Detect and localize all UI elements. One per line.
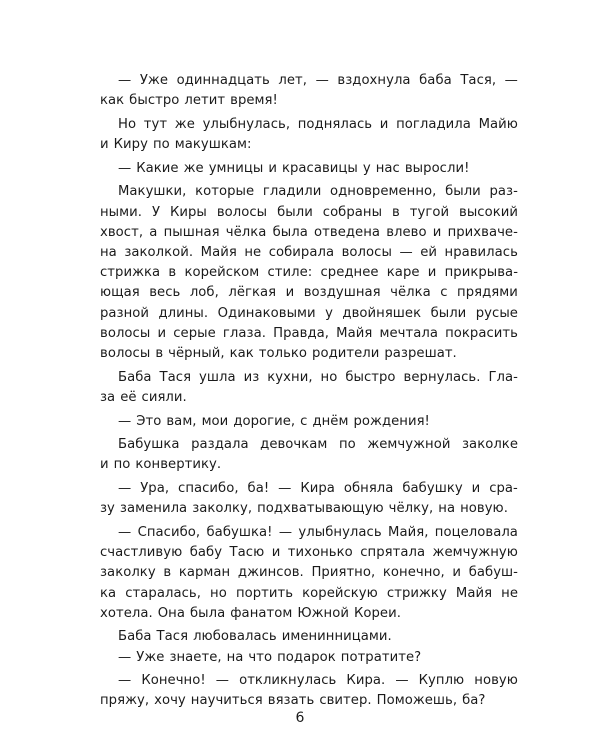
word: Баба [118, 629, 152, 645]
word: прикрыва- [444, 265, 518, 281]
word: хвост, [100, 224, 144, 240]
word: — [215, 673, 229, 689]
word: раздала [191, 437, 249, 453]
word: мои [201, 413, 229, 429]
word: Тася [159, 369, 192, 385]
word: жемчужную [432, 545, 518, 561]
word: стрижку [386, 585, 447, 601]
word: подхватывающую [257, 501, 384, 517]
word: — [504, 73, 518, 88]
word: — [118, 73, 132, 88]
word: баба [419, 73, 452, 88]
text-line [100, 479, 518, 499]
word: заколкой. [124, 245, 194, 260]
word: как [100, 93, 125, 109]
text-line [100, 412, 518, 432]
word: же [183, 160, 204, 176]
word: были [430, 305, 467, 321]
text-line [100, 263, 518, 283]
word: обняла [343, 481, 394, 497]
text-line [100, 604, 518, 624]
word: именинницами. [281, 629, 392, 645]
word: конечно, [382, 565, 445, 581]
text-line [100, 543, 518, 563]
word: бабушка! [206, 524, 273, 540]
word: не [501, 585, 518, 601]
word: — [395, 673, 409, 689]
word: Майя, [388, 524, 429, 540]
word: — [118, 481, 132, 497]
word: нравилась [444, 245, 518, 260]
word: конвертику. [135, 457, 222, 473]
text-line [100, 523, 518, 543]
word: карман [178, 565, 231, 581]
word: одновременно, [330, 184, 437, 200]
word: свитер. [319, 693, 372, 709]
word: Какие [136, 160, 179, 176]
word: ющая [100, 285, 140, 301]
word: у [325, 305, 333, 321]
text-line [100, 455, 518, 475]
word: Уже [136, 649, 165, 665]
word: макушкам: [174, 137, 252, 153]
text-line [100, 584, 518, 604]
word: волосы [100, 345, 151, 361]
word: бабушку [402, 481, 463, 497]
text-line [100, 368, 518, 388]
word: ей [420, 245, 437, 260]
word: — [118, 673, 132, 689]
word: влево [386, 224, 427, 240]
word: была [272, 224, 308, 240]
word: каре [386, 265, 420, 281]
text-line [100, 671, 518, 691]
word: чёлка [390, 285, 431, 301]
word: Это [136, 413, 162, 429]
page-number: 6 [295, 710, 305, 726]
word: корейскую [302, 585, 378, 601]
word: вам, [166, 413, 197, 429]
word: пряжу, [100, 693, 150, 709]
word: Ура, [140, 481, 170, 497]
word: летит [184, 93, 226, 109]
text-line [100, 159, 518, 179]
word: родители [312, 345, 380, 361]
word: заколку, [192, 501, 253, 517]
word: её [120, 389, 137, 405]
word: за [100, 389, 116, 405]
word: счастливую [100, 545, 183, 561]
word: улыбнулась [298, 524, 382, 540]
text-line [100, 203, 518, 223]
word: Но [118, 116, 137, 132]
text-line [100, 435, 518, 455]
text-line [100, 563, 518, 583]
word: Гла- [488, 369, 518, 385]
word: собраны [322, 204, 383, 220]
word: тихонько [287, 545, 353, 561]
word: быстро [345, 369, 396, 385]
word: и [427, 265, 437, 281]
word: вернулась. [403, 369, 481, 385]
word: разной [100, 305, 150, 321]
word: покрасить [445, 325, 518, 341]
word: и [100, 137, 109, 153]
text-line [100, 499, 518, 519]
word: и [268, 160, 277, 176]
word: в [392, 204, 400, 220]
word: на [438, 501, 456, 517]
word: корейском [184, 265, 260, 281]
word: откликнулась [239, 673, 337, 689]
word: погладила [396, 116, 471, 132]
word: сра- [489, 481, 518, 497]
word: разрешат. [384, 345, 457, 361]
word: одиннадцать [176, 73, 270, 88]
text-line [100, 135, 518, 155]
text-line [100, 627, 518, 647]
word: волосы [216, 204, 268, 220]
word: рождения! [353, 413, 430, 429]
word: ба? [462, 693, 486, 709]
word: на [100, 245, 117, 260]
text-line [100, 182, 518, 202]
word: вязать [267, 693, 315, 709]
word: глаза. [222, 325, 266, 341]
word: спасибо, [178, 481, 239, 497]
word: прихваче- [447, 224, 518, 240]
word: Она [157, 605, 185, 621]
word: и [379, 116, 389, 132]
word: мечтала [379, 325, 438, 341]
word: только [258, 345, 308, 361]
word: прядями [457, 285, 518, 301]
word: же [174, 116, 195, 132]
word: что [248, 649, 273, 665]
word: джинсов. [237, 565, 304, 581]
word: Макушки, [118, 184, 187, 200]
word: заколке [462, 437, 518, 453]
word: по [338, 437, 356, 453]
word: спрятала [360, 545, 426, 561]
word: по [152, 137, 170, 153]
word: лет, [278, 73, 308, 88]
word: среднее [320, 265, 379, 281]
word: выросли! [404, 160, 470, 176]
word: и [285, 285, 295, 301]
word: а [149, 224, 158, 240]
word: были [445, 184, 481, 200]
word: но [320, 369, 338, 385]
word: бабу [189, 545, 223, 561]
word: — [278, 524, 293, 540]
word: У [151, 204, 161, 220]
word: русые [475, 305, 518, 321]
word: Баба [118, 369, 152, 385]
word: нас [375, 160, 400, 176]
word: Правда, [273, 325, 329, 341]
word: Спасибо, [137, 524, 201, 540]
word: сияли. [141, 389, 187, 405]
word: Южной [297, 605, 349, 621]
word: Майя [336, 325, 373, 341]
word: Майя [455, 585, 493, 601]
word: Кира. [346, 673, 386, 689]
word: старалась, [125, 585, 201, 601]
word: у [362, 160, 371, 176]
word: жемчужной [367, 437, 451, 453]
word: — [118, 413, 132, 429]
word: не [244, 245, 262, 260]
word: Куплю [418, 673, 465, 689]
word: и [471, 481, 481, 497]
word: вздохнула [337, 73, 411, 88]
text-line [100, 283, 518, 303]
word: бабуш- [468, 565, 518, 581]
word: умницы [208, 160, 264, 176]
word: новую [474, 673, 518, 689]
word: потратите? [340, 649, 422, 665]
word: поднялась [297, 116, 373, 132]
word: чёлку, [388, 501, 434, 517]
word: ными. [100, 204, 142, 220]
word: с [300, 413, 308, 429]
word: днём [312, 413, 349, 429]
word: — [278, 481, 292, 497]
word: Майю [478, 116, 518, 132]
word: была [189, 605, 226, 621]
word: в [163, 565, 172, 581]
word: стиле: [267, 265, 313, 281]
word: в [168, 265, 177, 281]
word: — [315, 73, 329, 88]
word: с [440, 285, 448, 301]
word: лёгкая [228, 285, 277, 301]
word: как [229, 345, 254, 361]
text-line [100, 344, 518, 364]
text-line [100, 115, 518, 135]
word: любовалась [193, 629, 277, 645]
word: и [432, 224, 442, 240]
word: научиться [190, 693, 263, 709]
word: воздушная [303, 285, 381, 301]
word: чёрный, [168, 345, 225, 361]
word: ка [100, 585, 117, 601]
word: пышная [163, 224, 220, 240]
word: двойняшек [342, 305, 422, 321]
word: Поможешь, [376, 693, 458, 709]
word: улыбнулась, [202, 116, 291, 132]
word: были [277, 204, 313, 220]
word: в [155, 345, 164, 361]
word: ушла [199, 369, 236, 385]
word: заменила [119, 501, 188, 517]
word: чёлка [225, 224, 267, 240]
word: дорогие, [233, 413, 296, 429]
word: быстро [129, 93, 180, 109]
word: и [271, 545, 281, 561]
word: и [157, 325, 167, 341]
word: весь [149, 285, 181, 301]
word: кухни, [267, 369, 313, 385]
word: длины. [158, 305, 209, 321]
word: Уже [139, 73, 168, 88]
word: зу [100, 501, 115, 517]
word: высокий [459, 204, 518, 220]
word: Кореи. [353, 605, 401, 621]
text-line [100, 324, 518, 344]
word: по [113, 457, 131, 473]
text-line [100, 91, 518, 111]
word: серые [173, 325, 216, 341]
word: Тася [156, 629, 189, 645]
word: Тасю [229, 545, 265, 561]
body-text [100, 71, 518, 712]
text-line [100, 243, 518, 263]
word: хочу [154, 693, 186, 709]
word: — [118, 649, 132, 665]
word: Приятно, [311, 565, 376, 581]
word: Конечно! [141, 673, 206, 689]
word: тут [143, 116, 168, 132]
word: раз- [489, 184, 518, 200]
word: красавицы [281, 160, 358, 176]
word: заколку [100, 565, 156, 581]
word: Бабушка [118, 437, 180, 453]
word: гладили [262, 184, 322, 200]
word: — [118, 524, 132, 540]
word: Майя [200, 245, 237, 260]
word: лоб, [189, 285, 219, 301]
word: поцеловала [434, 524, 518, 540]
text-line [100, 648, 518, 668]
word: — [399, 245, 413, 260]
word: ба! [247, 481, 270, 497]
word: фанатом [230, 605, 293, 621]
word: — [118, 160, 132, 176]
word: Киры [169, 204, 207, 220]
text-line [100, 223, 518, 243]
word: на [226, 649, 244, 665]
word: Тася, [460, 73, 497, 88]
word: Киру [113, 137, 148, 153]
word: волосы [341, 245, 392, 260]
word: хотела. [100, 605, 153, 621]
word: из [243, 369, 260, 385]
word: и [100, 457, 109, 473]
word: девочкам [260, 437, 328, 453]
word: время! [230, 93, 278, 109]
word: портить [235, 585, 294, 601]
word: отведена [314, 224, 381, 240]
word: Кира [300, 481, 335, 497]
word: собирала [268, 245, 335, 260]
word: знаете, [169, 649, 222, 665]
word: новую. [460, 501, 508, 517]
word: подарок [277, 649, 336, 665]
word: тугой [409, 204, 450, 220]
word: стрижка [100, 265, 161, 281]
word: волосы [100, 325, 151, 341]
text-line [100, 304, 518, 324]
word: и [452, 565, 462, 581]
word: которые [195, 184, 255, 200]
text-line [100, 388, 518, 408]
word: Одинаковыми [217, 305, 316, 321]
text-line [100, 71, 518, 91]
word: но [210, 585, 227, 601]
